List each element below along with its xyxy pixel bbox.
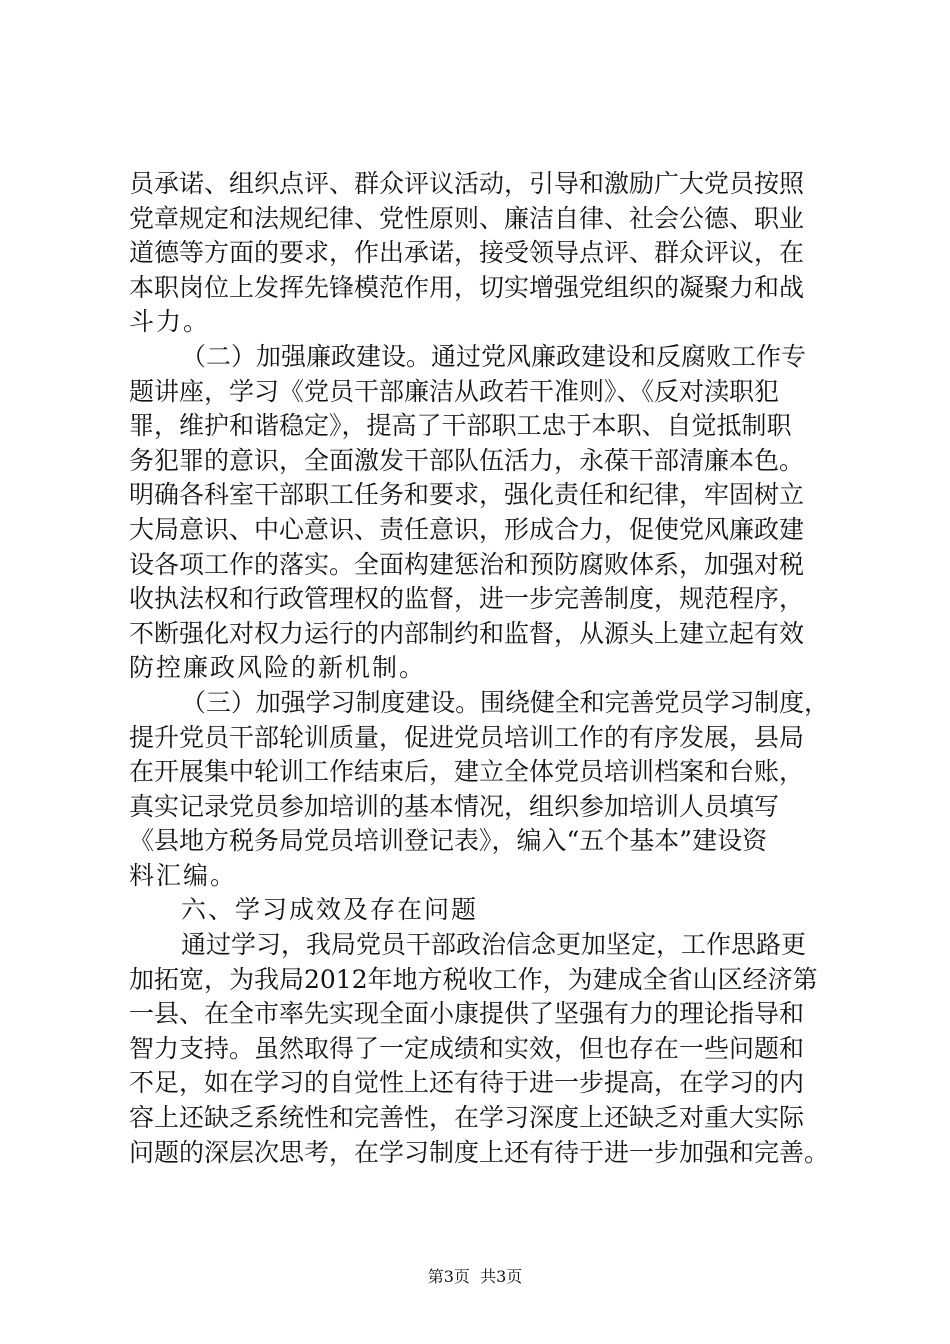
text-line: 设各项工作的落实。全面构建惩治和预防腐败体系，加强对税 [129,549,805,579]
text-line: （三）加强学习制度建设。围绕健全和完善党员学习制度， [181,687,829,717]
text-line: 题讲座，学习《党员干部廉洁从政若干准则》、《反对渎职犯 [129,376,780,406]
text-line: 智力支持。虽然取得了一定成绩和实效，但也存在一些问题和 [129,1033,805,1063]
text-line: 问题的深层次思考，在学习制度上还有待于进一步加强和完善。 [129,1137,830,1167]
text-line: （二）加强廉政建设。通过党风廉政建设和反腐败工作专 [181,341,807,371]
text-line: 大局意识、中心意识、责任意识，形成合力，促使党风廉政建 [129,514,805,544]
document-body [129,167,829,1170]
text-line: 罪，维护和谐稳定》，提高了干部职工忠于本职、自觉抵制职 [129,411,792,441]
text-line: 一县、在全市率先实现全面小康提供了坚强有力的理论指导和 [129,999,805,1029]
text-line: 在开展集中轮训工作结束后，建立全体党员培训档案和台账， [129,757,805,787]
text-line: 加拓宽，为我局2012年地方税收工作，为建成全省山区经济第 [129,964,818,994]
text-line: 党章规定和法规纪律、党性原则、廉洁自律、社会公德、职业 [129,203,805,233]
text-line: 斗力。 [129,307,211,337]
text-line: 收执法权和行政管理权的监督，进一步完善制度，规范程序， [129,584,805,614]
text-line: 明确各科室干部职工任务和要求，强化责任和纪律，牢固树立 [129,480,805,510]
text-line: 员承诺、组织点评、群众评议活动，引导和激励广大党员按照 [129,169,805,198]
text-line: 通过学习，我局党员干部政治信念更加坚定，工作思路更 [181,930,807,960]
text-line: 不足，如在学习的自觉性上还有待于进一步提高，在学习的内 [129,1068,805,1098]
text-line: 《县地方税务局党员培训登记表》，编入“五个基本”建设资 [129,826,768,856]
text-line: 不断强化对权力运行的内部制约和监督，从源头上建立起有效 [129,618,805,648]
text-line: 六、学习成效及存在问题 [181,895,479,925]
text-line: 提升党员干部轮训质量，促进党员培训工作的有序发展，县局 [129,722,805,752]
text-line: 道德等方面的要求，作出承诺，接受领导点评、群众评议，在 [129,238,805,268]
text-line: 防控廉政风险的新机制。 [129,653,427,683]
text-line: 本职岗位上发挥先锋模范作用，切实增强党组织的凝聚力和战 [129,272,805,302]
text-line: 容上还缺乏系统性和完善性，在学习深度上还缺乏对重大实际 [129,1103,805,1133]
text-line: 务犯罪的意识，全面激发干部队伍活力，永葆干部清廉本色。 [129,445,805,475]
text-line: 真实记录党员参加培训的基本情况，组织参加培训人员填写 [129,791,780,821]
text-line: 料汇编。 [129,860,238,890]
page-footer: 第3页 共3页 [427,1267,523,1286]
